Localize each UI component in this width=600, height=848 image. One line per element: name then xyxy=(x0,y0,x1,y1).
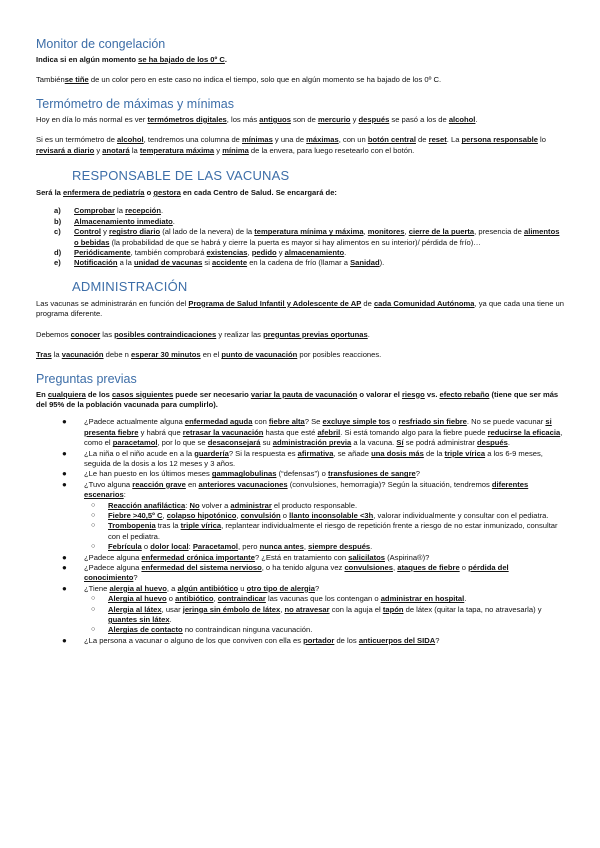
bullet-icon: ● xyxy=(62,635,67,645)
list-item: ● ¿Tiene alergia al huevo, a algún antibiótico u otro tipo de alergia? ○ Alergia al huevo o antibiótico, contraindicar las vacunas que los contengan o administrar en hospital. ○ Alergia al látex, usar jeringa sin émbolo de látex, no atravesar con la aguja el tapón de látex (quitar la tapa, no atravesarla) y guantes sin látex. ○ Alergias de contacto no contraindican ninguna vacunación. xyxy=(36,584,564,636)
thermometer-paragraph-1: Hoy en día lo más normal es ver termómetros digitales, los más antiguos son de mercurio y después se pasó a los de alcohol. xyxy=(36,114,478,124)
list-item: ● ¿La niña o el niño acude en a la guardería? Si la respuesta es afirmativa, se añade una dosis más de la triple vírica a los 6-9 meses, seguida de la dosis a los 12 meses y 3 años. xyxy=(62,448,543,468)
circle-bullet-icon: ○ xyxy=(91,501,96,509)
monitor-paragraph-2: Tambiénse tiñe de un color pero en este caso no indica el tiempo, solo que en algún momento se ha bajado de los 0º C. xyxy=(36,75,442,85)
list-marker: c) xyxy=(54,227,61,237)
circle-bullet-icon: ○ xyxy=(91,543,96,551)
circle-bullet-icon: ○ xyxy=(91,626,96,634)
list-item: ● ¿Padece alguna enfermedad crónica importante? ¿Está en tratamiento con salicilatos (Aspirina®)? xyxy=(62,552,430,562)
bullet-icon: ● xyxy=(62,563,67,572)
list-item: d) Periódicamente, también comprobará existencias, pedido y almacenamiento. xyxy=(54,248,347,258)
sub-list-item: ○ Reacción anafiláctica: No volver a administrar el producto responsable. xyxy=(91,500,358,510)
sub-list-item: ○ Alergias de contacto no contraindican ninguna vacunación. xyxy=(91,625,313,635)
list-item: ● ¿Le han puesto en los últimos meses gammaglobulinas (“defensas”) o transfusiones de sangre? xyxy=(62,469,420,479)
document-page xyxy=(36,36,564,646)
circle-bullet-icon: ○ xyxy=(91,511,96,519)
thermometer-paragraph-2: Si es un termómetro de alcohol, tendremos una columna de mínimas y una de máximas, con un botón central de reset. La persona responsable lo revisará a diario y anotará la temperatura máxima y mínima de la envera, para luego resetearlo con el botón. xyxy=(36,135,546,155)
administration-paragraph-2: Debemos conocer las posibles contraindicaciones y realizar las preguntas previas oportunas. xyxy=(36,329,370,339)
list-marker: a) xyxy=(54,206,61,216)
circle-bullet-icon: ○ xyxy=(91,595,96,603)
administration-paragraph-3: Tras la vacunación debe n esperar 30 minutos en el punto de vacunación por posibles reacciones. xyxy=(36,350,382,360)
sub-list xyxy=(84,501,564,553)
sub-list-item: ○ Alergia al látex, usar jeringa sin émbolo de látex, no atravesar con la aguja el tapón de látex (quitar la tapa, no atravesarla) y guantes sin látex. xyxy=(91,604,542,625)
list-item: ● ¿Padece actualmente alguna enfermedad aguda con fiebre alta? Se excluye simple tos o resfriado sin fiebre. No se puede vacunar si presenta fiebre y habrá que retrasar la vacunación hasta que esté afebril. Si está tomando algo para la fiebre puede reducirse la eficacia, como el paracetamol, por lo que se desaconsejará su administración previa a la vacuna. Sí se podrá administrar después. xyxy=(62,417,563,448)
bullet-icon: ● xyxy=(62,417,67,427)
circle-bullet-icon: ○ xyxy=(91,522,96,530)
sub-list-item: ○ Fiebre >40,5º C, colapso hipotónico, convulsión o llanto inconsolable <3h, valorar individualmente y consultar con el pediatra. xyxy=(91,510,549,520)
bullet-icon: ● xyxy=(62,448,67,458)
list-marker: d) xyxy=(54,248,62,258)
sub-list xyxy=(84,594,564,636)
bullet-icon: ● xyxy=(62,479,67,489)
list-item: c) Control y registro diario (al lado de la nevera) de la temperatura mínima y máxima, monitores, cierre de la puerta, presencia de alimentos o bebidas (la probabilidad de que se habrá y cierre la puerta es mayor si hay alimentos en su interior)/ pérdida de frío)… xyxy=(54,227,560,247)
list-item: ● ¿Tuvo alguna reacción grave en anteriores vacunaciones (convulsiones, hemorragia)? Según la situación, tendremos diferentes escenarios: ○ Reacción anafiláctica: No volver a administrar el producto responsable. ○ Fiebre >40,5º C, colapso hipotónico, convulsión o llanto inconsolable <3h, valorar individualmente y consultar con el pediatra. ○ Trombopenia tras la triple vírica, replantear individualmente el riesgo de repetición frente a riesgo de no estar inmunizado, consultar con el pediatra. ○ Febrícula o dolor local: Paracetamol, pero nunca antes, siempre después. xyxy=(36,480,564,553)
questions-list xyxy=(36,417,564,646)
section-title-questions: Preguntas previas xyxy=(36,371,137,386)
bullet-icon: ● xyxy=(62,583,67,593)
section-title-responsible: RESPONSABLE DE LAS VACUNAS xyxy=(72,168,290,184)
bullet-icon: ● xyxy=(62,552,67,562)
bullet-icon: ● xyxy=(62,469,67,479)
list-marker: e) xyxy=(54,258,61,268)
sub-list-item: ○ Trombopenia tras la triple vírica, replantear individualmente el riesgo de repetición frente a riesgo de no estar inmunizado, consultar con el pediatra. xyxy=(91,521,558,541)
circle-bullet-icon: ○ xyxy=(91,605,96,613)
list-item: a) Comprobar la recepción. xyxy=(54,206,164,216)
sub-list-item: ○ Febrícula o dolor local: Paracetamol, pero nunca antes, siempre después. xyxy=(91,542,373,552)
administration-paragraph-1: Las vacunas se administrarán en función del Programa de Salud Infantil y Adolescente de AP de cada Comunidad Autónoma, ya que cada una tiene un programa diferente. xyxy=(36,298,565,319)
section-title-administration: ADMINISTRACIÓN xyxy=(72,278,188,294)
section-title-monitor: Monitor de congelación xyxy=(36,37,166,51)
responsible-intro: Será la enfermera de pediatría o gestora en cada Centro de Salud. Se encargará de: xyxy=(36,188,337,198)
list-marker: b) xyxy=(54,216,62,226)
list-item: b) Almacenamiento inmediato. xyxy=(54,216,175,226)
section-title-thermometer: Termómetro de máximas y mínimas xyxy=(36,96,234,111)
sub-list-item: ○ Alergia al huevo o antibiótico, contraindicar las vacunas que los contengan o administrar en hospital. xyxy=(91,594,467,604)
responsible-list xyxy=(36,206,564,268)
list-item: e) Notificación a la unidad de vacunas si accidente en la cadena de frío (llamar a Sanidad). xyxy=(54,258,385,268)
monitor-paragraph-1: Indica si en algún momento se ha bajado de los 0º C. xyxy=(36,55,227,64)
list-item: ● ¿La persona a vacunar o alguno de los que conviven con ella es portador de los anticuerpos del SIDA? xyxy=(62,635,440,645)
questions-intro: En cualquiera de los casos siguientes puede ser necesario variar la pauta de vacunación o valorar el riesgo vs. efecto rebaño (tiene que ser más del 95% de la población vacunada para cumplirlo). xyxy=(36,389,559,409)
list-item: ● ¿Padece alguna enfermedad del sistema nervioso, o ha tenido alguna vez convulsiones, ataques de fiebre o pérdida del conocimiento? xyxy=(62,563,509,583)
